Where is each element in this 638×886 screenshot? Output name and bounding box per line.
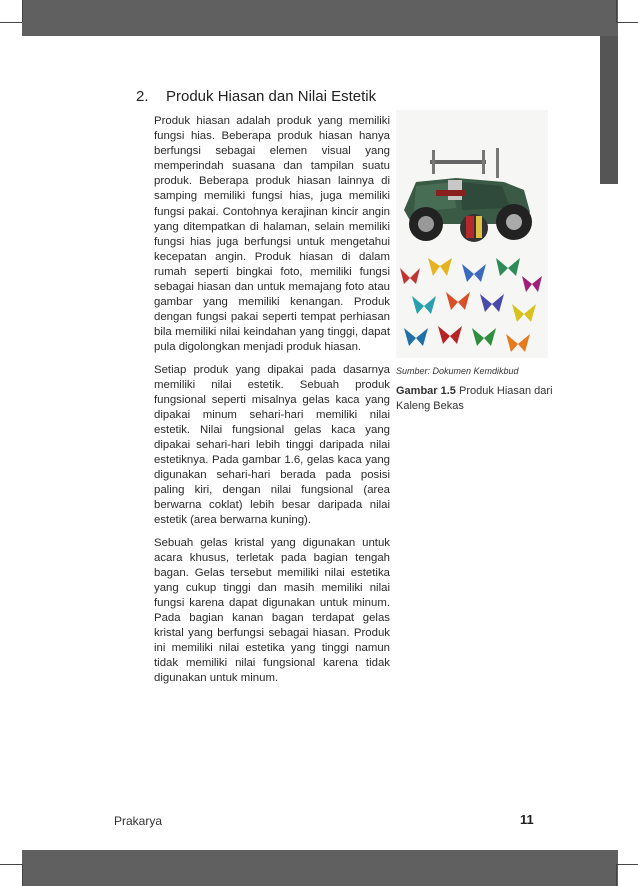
body-text-column [154,114,390,693]
section-number: 2. [136,88,149,105]
footer-page-number: 11 [520,812,534,827]
side-thumb-strip [600,36,618,184]
crop-mark-tl-h [0,22,22,23]
paragraph-2: Setiap produk yang dipakai pada dasarnya memiliki nilai estetik. Sebuah produk fungsional seperti misalnya gelas kaca yang dipakai minum sehari-hari memiliki nilai estetik. Nilai fungsional gelas kaca yang dipakai sehari-hari lebih tinggi daripada nilai estetiknya. Pada gambar 1.6, gelas kaca yang digunakan sehari-hari berada pada posisi paling kiri, dengan nilai fungsional (area berwarna coklat) lebih besar daripada nilai estetik (area berwarna kuning). [154,363,390,527]
bottom-band [22,850,618,886]
crop-mark-br-h [616,864,638,865]
crop-mark-tr-h [616,22,638,23]
paragraph-3: Sebuah gelas kristal yang digunakan untuk acara khusus, terletak pada bagian tengah bagan. Gelas tersebut memiliki nilai estetika yang cukup tinggi dan masih memiliki nilai fungsi karena dapat digunakan untuk minum. Pada bagian kanan bagan terdapat gelas kristal yang berfungsi sebagai hiasan. Produk ini memiliki nilai estetika yang tinggi namun tidak memiliki nilai fungsional karena tidak digunakan untuk minum. [154,536,390,685]
figure-caption [396,384,556,414]
crop-mark-bl-v [22,864,23,886]
crop-mark-tl-v [22,0,23,22]
top-band [22,0,618,36]
figure-photo [396,110,548,358]
figure-label: Gambar 1.5 [396,385,456,397]
section-title: Produk Hiasan dan Nilai Estetik [166,88,377,105]
section-heading [136,88,376,105]
crop-mark-tr-v [616,0,617,22]
figure-source: Sumber: Dokumen Kemdikbud [396,366,519,376]
paragraph-1: Produk hiasan adalah produk yang memiliki fungsi hias. Beberapa produk hiasan hanya berfungsi sebagai elemen visual yang memperindah suasana dan tampilan suatu produk. Beberapa produk hiasan lainnya di samping memiliki fungsi hias, juga memiliki fungsi pakai. Contohnya kerajinan kincir angin yang ditempatkan di halaman, selain memiliki fungsi hias juga berfungsi untuk mengetahui kecepatan angin. Produk hiasan di dalam rumah seperti bingkai foto, memiliki fungsi sebagai hiasan dan untuk memajang foto atau gambar yang memiliki kenangan. Produk dengan fungsi pakai seperti tempat perhiasan bila memiliki nilai keindahan yang tinggi, dapat pula digolongkan menjadi produk hiasan. [154,115,390,354]
crop-mark-br-v [616,864,617,886]
figure-caption-text: Produk Hiasan dari Kaleng Bekas [396,385,553,412]
craft-photo-illustration [396,110,548,358]
crop-mark-bl-h [0,864,22,865]
footer-book-title: Prakarya [114,814,163,828]
